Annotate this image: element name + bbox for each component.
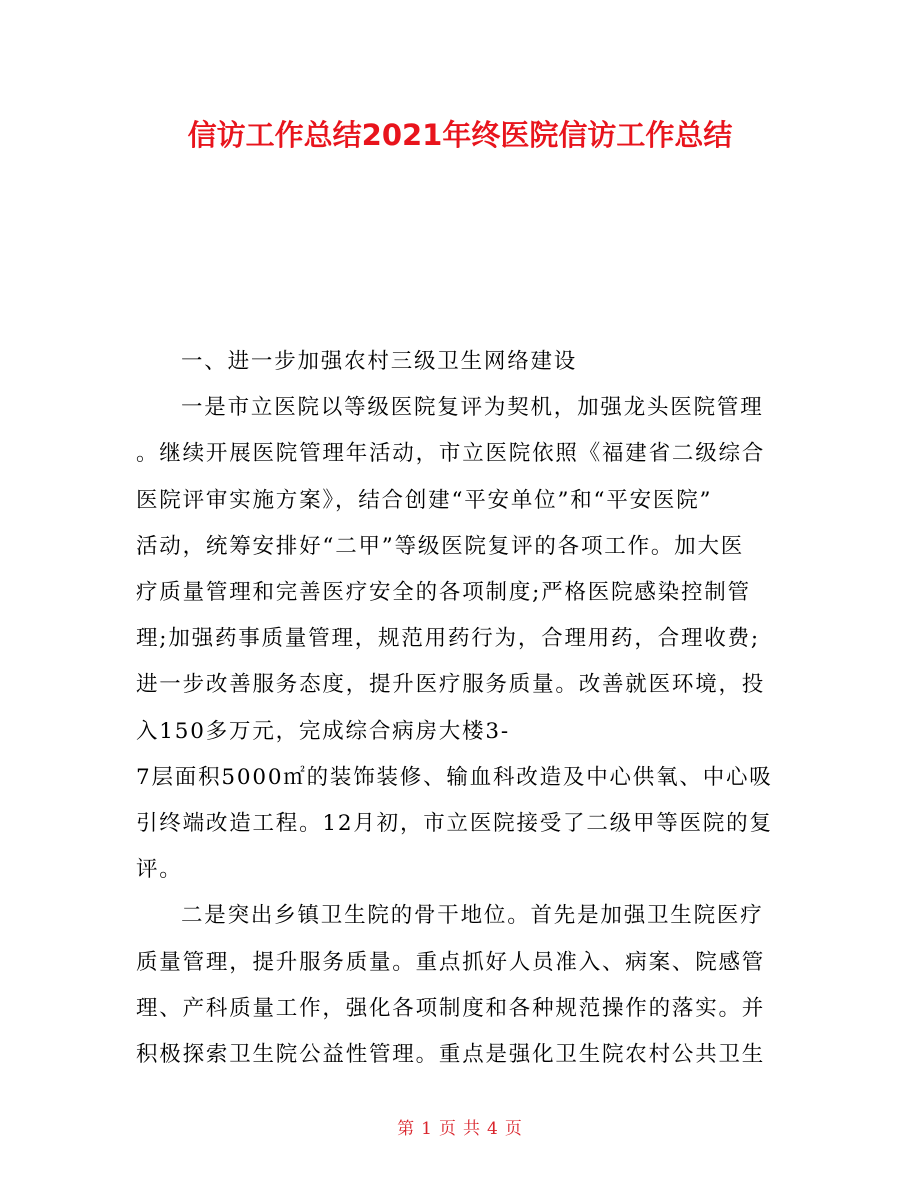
paragraph-line: 医院评审实施方案》，结合创建“平安单位”和“平安医院” — [136, 487, 713, 513]
paragraph-1 — [136, 385, 784, 893]
paragraph-line: 二是突出乡镇卫生院的骨干地位。首先是加强卫生院医疗 — [181, 903, 764, 929]
paragraph-line: 进一步改善服务态度，提升医疗服务质量。改善就医环境，投 — [136, 672, 766, 698]
footer-page-word: 页 — [439, 1119, 457, 1139]
paragraph-line: 。继续开展医院管理年活动，市立医院依照《福建省二级综合 — [136, 441, 766, 467]
footer-total-pages: 4 — [487, 1119, 499, 1139]
document-title: 信访工作总结2021年终医院信访工作总结 — [187, 118, 733, 152]
paragraph-2 — [136, 893, 784, 1078]
footer-current-page: 1 — [421, 1119, 433, 1139]
paragraph-line: 一是市立医院以等级医院复评为契机，加强龙头医院管理 — [181, 395, 764, 421]
paragraph-line: 理、产科质量工作，强化各项制度和各种规范操作的落实。并 — [136, 995, 766, 1021]
paragraph-line: 理;加强药事质量管理，规范用药行为，合理用药，合理收费; — [136, 626, 760, 652]
paragraph-line: 疗质量管理和完善医疗安全的各项制度;严格医院感染控制管 — [136, 580, 751, 606]
document-body — [136, 339, 784, 1078]
section-heading-text: 一、进一步加强农村三级卫生网络建设 — [181, 349, 578, 374]
paragraph-line: 评。 — [136, 857, 183, 883]
paragraph-line: 引终端改造工程。12月初，市立医院接受了二级甲等医院的复 — [136, 811, 773, 837]
footer-total-word: 共 — [463, 1119, 481, 1139]
footer-suffix: 页 — [504, 1119, 523, 1139]
paragraph-line: 7层面积5000㎡的装饰装修、输血科改造及中心供氧、中心吸 — [136, 764, 773, 790]
section-heading — [136, 339, 784, 385]
paragraph-line: 入150多万元，完成综合病房大楼3- — [136, 718, 510, 744]
paragraph-line: 积极探索卫生院公益性管理。重点是强化卫生院农村公共卫生 — [136, 1042, 766, 1068]
page-footer — [0, 1114, 920, 1139]
footer-prefix: 第 — [397, 1119, 416, 1139]
paragraph-line: 活动，统筹安排好“二甲”等级医院复评的各项工作。加大医 — [136, 533, 745, 559]
paragraph-line: 质量管理，提升服务质量。重点抓好人员准入、病案、院感管 — [136, 949, 766, 975]
